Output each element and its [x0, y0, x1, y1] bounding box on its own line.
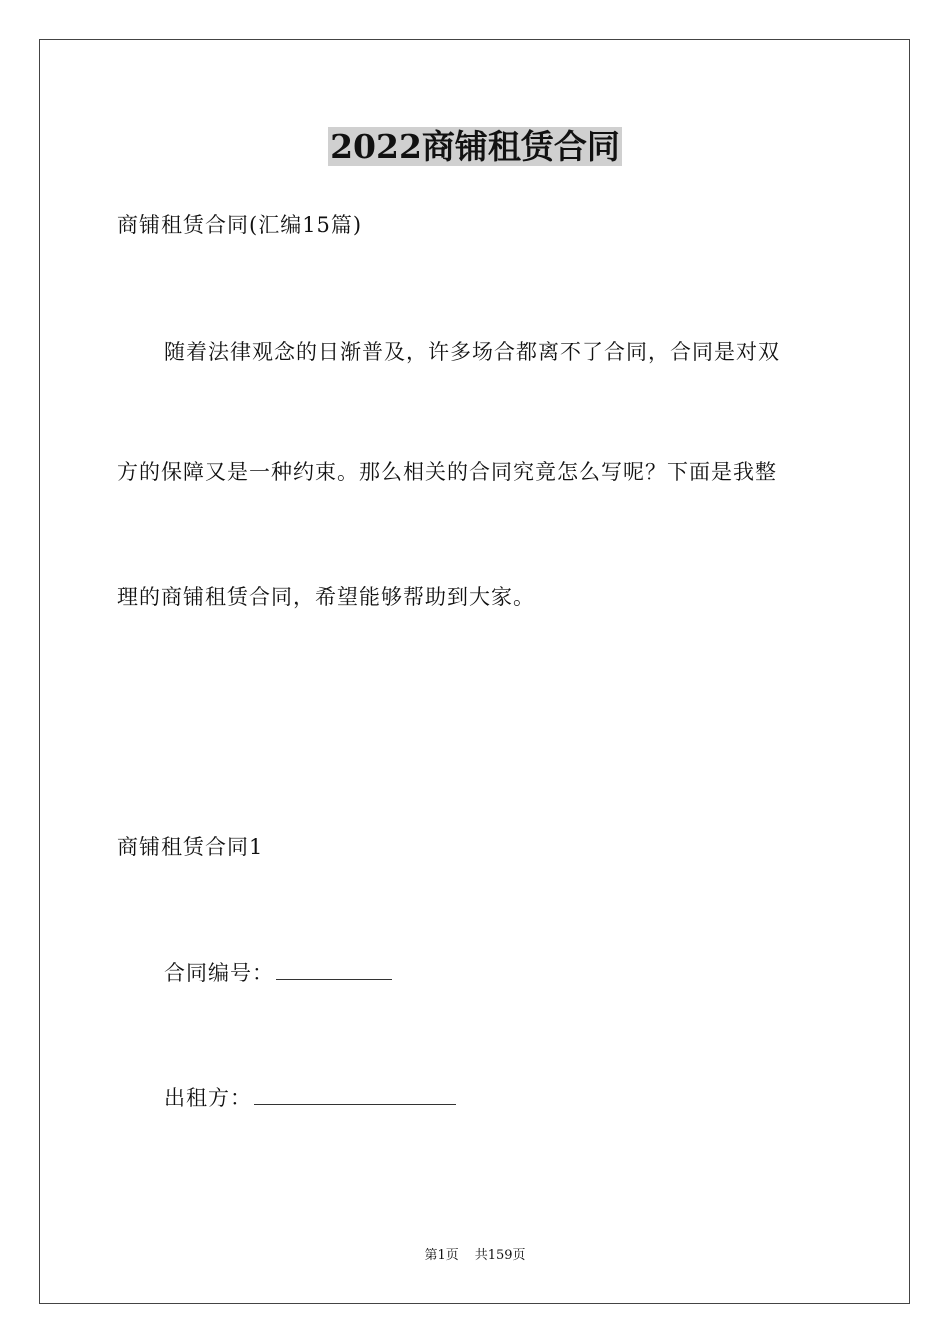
lessor-label: 出租方： [164, 1086, 252, 1110]
intro-line-2: 方的保障又是一种约束。那么相关的合同究竟怎么写呢？下面是我整 [117, 460, 777, 484]
document-subtitle: 商铺租赁合同(汇编15篇) [117, 213, 363, 237]
intro-line-1: 随着法律观念的日渐普及，许多场合都离不了合同，合同是对双 [164, 340, 780, 364]
intro-line-3: 理的商铺租赁合同，希望能够帮助到大家。 [117, 585, 535, 609]
contract-number-field [164, 957, 392, 988]
page-number: 第1页 [424, 1248, 459, 1263]
contract-number-label: 合同编号： [164, 961, 274, 985]
lessor-blank[interactable] [254, 1082, 456, 1105]
document-title-text: 2022商铺租赁合同 [330, 127, 620, 166]
lessor-field [164, 1082, 456, 1113]
contract-number-blank[interactable] [276, 957, 392, 980]
document-title [0, 124, 950, 170]
page-total: 共159页 [474, 1248, 526, 1263]
page-footer [0, 1247, 950, 1265]
section-heading: 商铺租赁合同1 [117, 835, 264, 859]
